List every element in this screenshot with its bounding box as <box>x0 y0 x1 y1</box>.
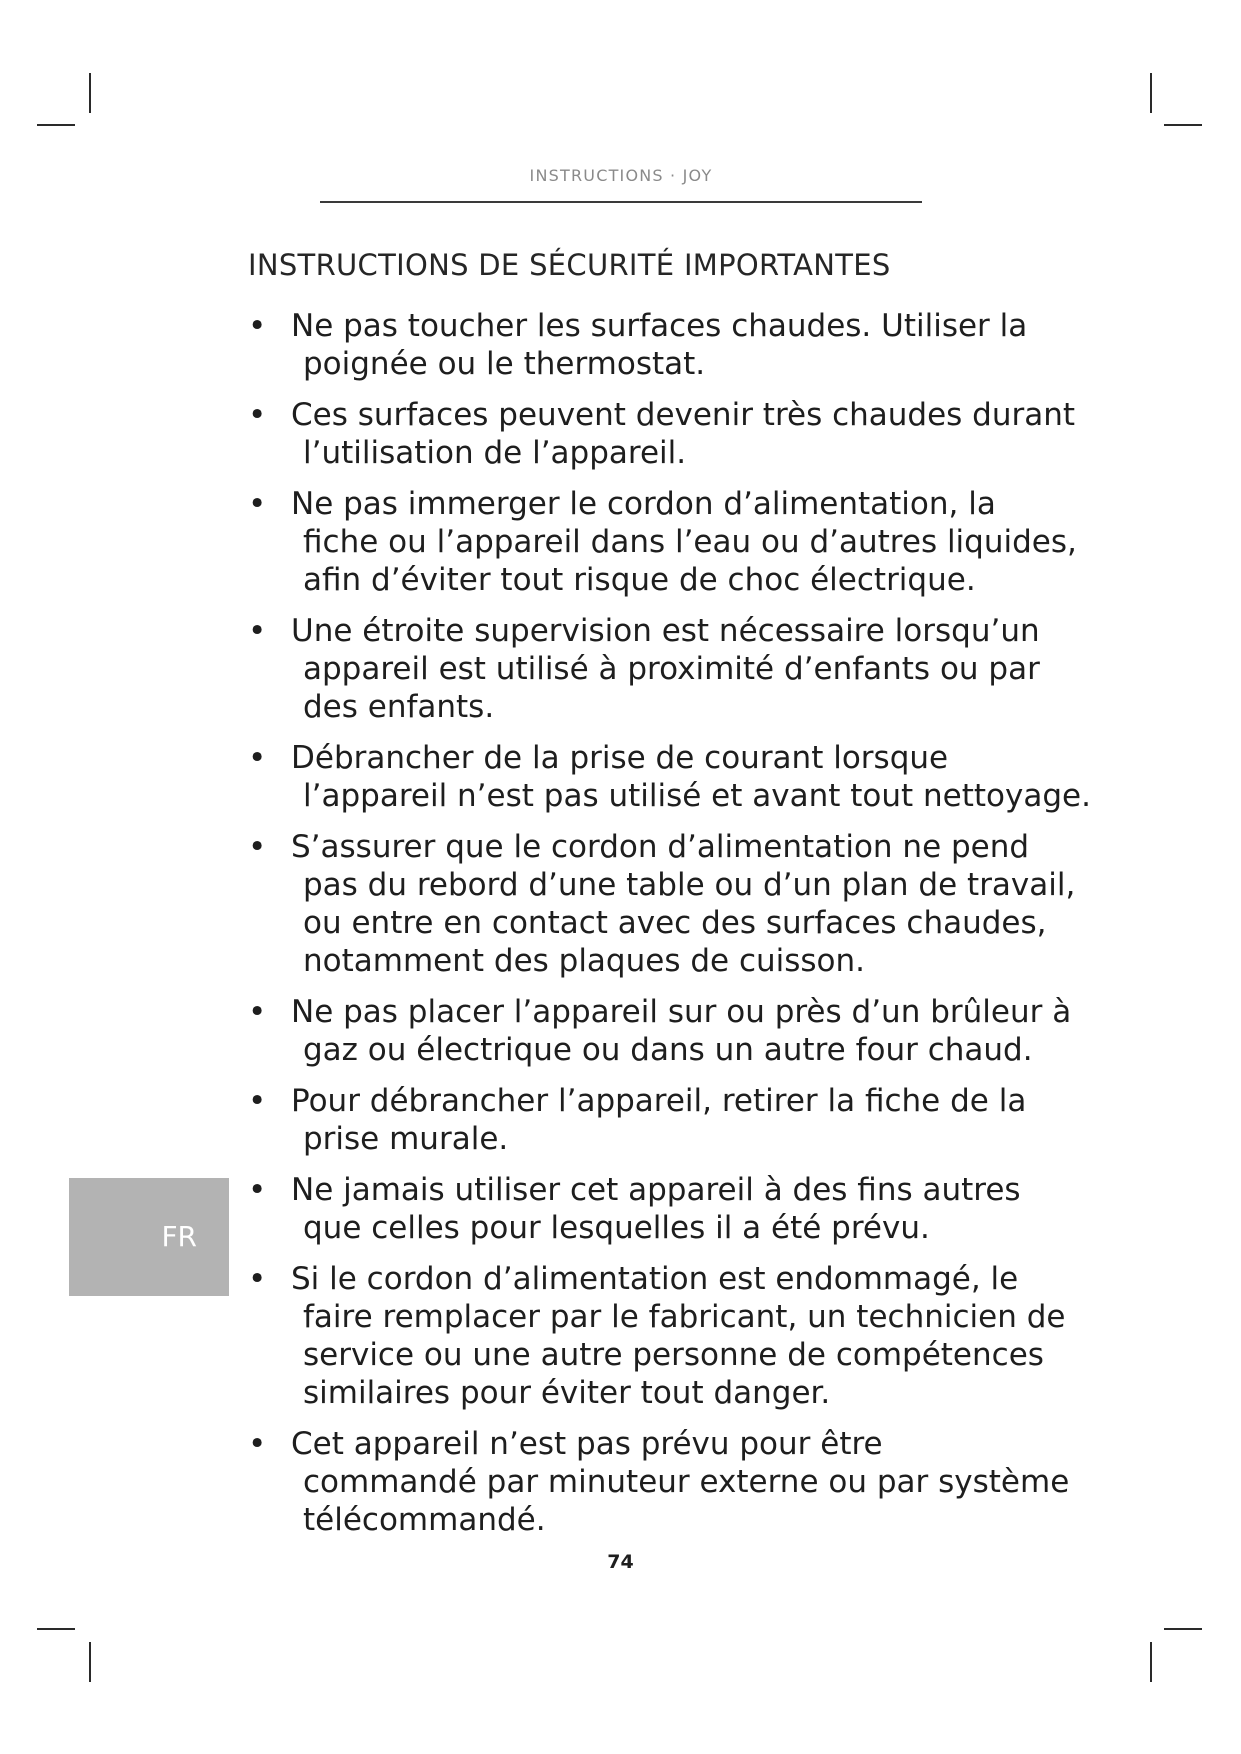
list-item-line: prise murale. <box>303 1121 509 1157</box>
list-item <box>248 1425 1068 1539</box>
list-item <box>248 828 1076 980</box>
bullet-dot-icon: • <box>248 994 267 1030</box>
list-item-line: S’assurer que le cordon d’alimentation ne pend <box>291 829 1030 865</box>
crop-mark-bottom-right-vertical <box>1150 1642 1152 1682</box>
list-item-line: commandé par minuteur externe ou par système <box>303 1464 1070 1500</box>
bullet-dot-icon: • <box>248 829 267 865</box>
page-number: 74 <box>607 1551 634 1573</box>
list-item-line: Si le cordon d’alimentation est endommagé, le <box>291 1261 1019 1297</box>
bullet-dot-icon: • <box>248 1172 267 1208</box>
bullet-dot-icon: • <box>248 1083 267 1119</box>
list-item-line: poignée ou le thermostat. <box>303 346 706 382</box>
list-item-line: afin d’éviter tout risque de choc électrique. <box>303 562 976 598</box>
list-item-line: faire remplacer par le fabricant, un technicien de <box>303 1299 1066 1335</box>
list-item <box>248 307 1068 383</box>
crop-mark-top-left-vertical <box>89 73 91 113</box>
section-title: INSTRUCTIONS DE SÉCURITÉ IMPORTANTES <box>248 248 891 282</box>
list-item-line: Une étroite supervision est nécessaire lorsqu’un <box>291 613 1040 649</box>
list-item-line: Ne pas immerger le cordon d’alimentation, la <box>291 486 996 522</box>
list-item-line: appareil est utilisé à proximité d’enfants ou par <box>303 651 1040 687</box>
list-item <box>248 1260 1068 1412</box>
crop-mark-top-right-vertical <box>1150 73 1152 113</box>
list-item <box>248 485 1077 599</box>
bullet-dot-icon: • <box>248 740 267 776</box>
crop-mark-top-left-horizontal <box>37 124 75 126</box>
crop-mark-bottom-left-horizontal <box>37 1628 75 1630</box>
list-item <box>248 1171 1068 1247</box>
list-item-line: télécommandé. <box>303 1502 546 1538</box>
safety-instructions-list <box>248 307 1091 1552</box>
bullet-dot-icon: • <box>248 308 267 344</box>
list-item-line: l’utilisation de l’appareil. <box>303 435 687 471</box>
list-item-line: Ne jamais utiliser cet appareil à des fins autres <box>291 1172 1021 1208</box>
list-item-line: Cet appareil n’est pas prévu pour être <box>291 1426 883 1462</box>
list-item-line: Ne pas placer l’appareil sur ou près d’un brûleur à <box>291 994 1072 1030</box>
list-item-line: notamment des plaques de cuisson. <box>303 943 866 979</box>
list-item-line: Ne pas toucher les surfaces chaudes. Utiliser la <box>291 308 1028 344</box>
crop-mark-top-right-horizontal <box>1164 124 1202 126</box>
list-item <box>248 993 1072 1069</box>
list-item-line: Pour débrancher l’appareil, retirer la fiche de la <box>291 1083 1027 1119</box>
language-tab-label: FR <box>161 1220 197 1253</box>
list-item <box>248 1082 1068 1158</box>
list-item-line: l’appareil n’est pas utilisé et avant tout nettoyage. <box>303 778 1091 814</box>
crop-mark-bottom-left-vertical <box>89 1642 91 1682</box>
bullet-dot-icon: • <box>248 486 267 522</box>
bullet-dot-icon: • <box>248 1426 267 1462</box>
language-tab <box>69 1178 229 1296</box>
list-item-line: Débrancher de la prise de courant lorsque <box>291 740 949 776</box>
bullet-dot-icon: • <box>248 397 267 433</box>
list-item <box>248 396 1076 472</box>
running-header: INSTRUCTIONS · JOY <box>529 166 713 185</box>
list-item <box>248 739 1091 815</box>
list-item-line: fiche ou l’appareil dans l’eau ou d’autres liquides, <box>303 524 1077 560</box>
list-item-line: similaires pour éviter tout danger. <box>303 1375 831 1411</box>
header-rule <box>320 201 922 203</box>
list-item-line: ou entre en contact avec des surfaces chaudes, <box>303 905 1047 941</box>
list-item-line: service ou une autre personne de compétences <box>303 1337 1044 1373</box>
list-item-line: gaz ou électrique ou dans un autre four chaud. <box>303 1032 1033 1068</box>
list-item-line: des enfants. <box>303 689 495 725</box>
bullet-dot-icon: • <box>248 613 267 649</box>
list-item-line: pas du rebord d’une table ou d’un plan de travail, <box>303 867 1076 903</box>
list-item <box>248 612 1068 726</box>
list-item-line: Ces surfaces peuvent devenir très chaudes durant <box>291 397 1076 433</box>
bullet-dot-icon: • <box>248 1261 267 1297</box>
crop-mark-bottom-right-horizontal <box>1164 1628 1202 1630</box>
list-item-line: que celles pour lesquelles il a été prévu. <box>303 1210 930 1246</box>
